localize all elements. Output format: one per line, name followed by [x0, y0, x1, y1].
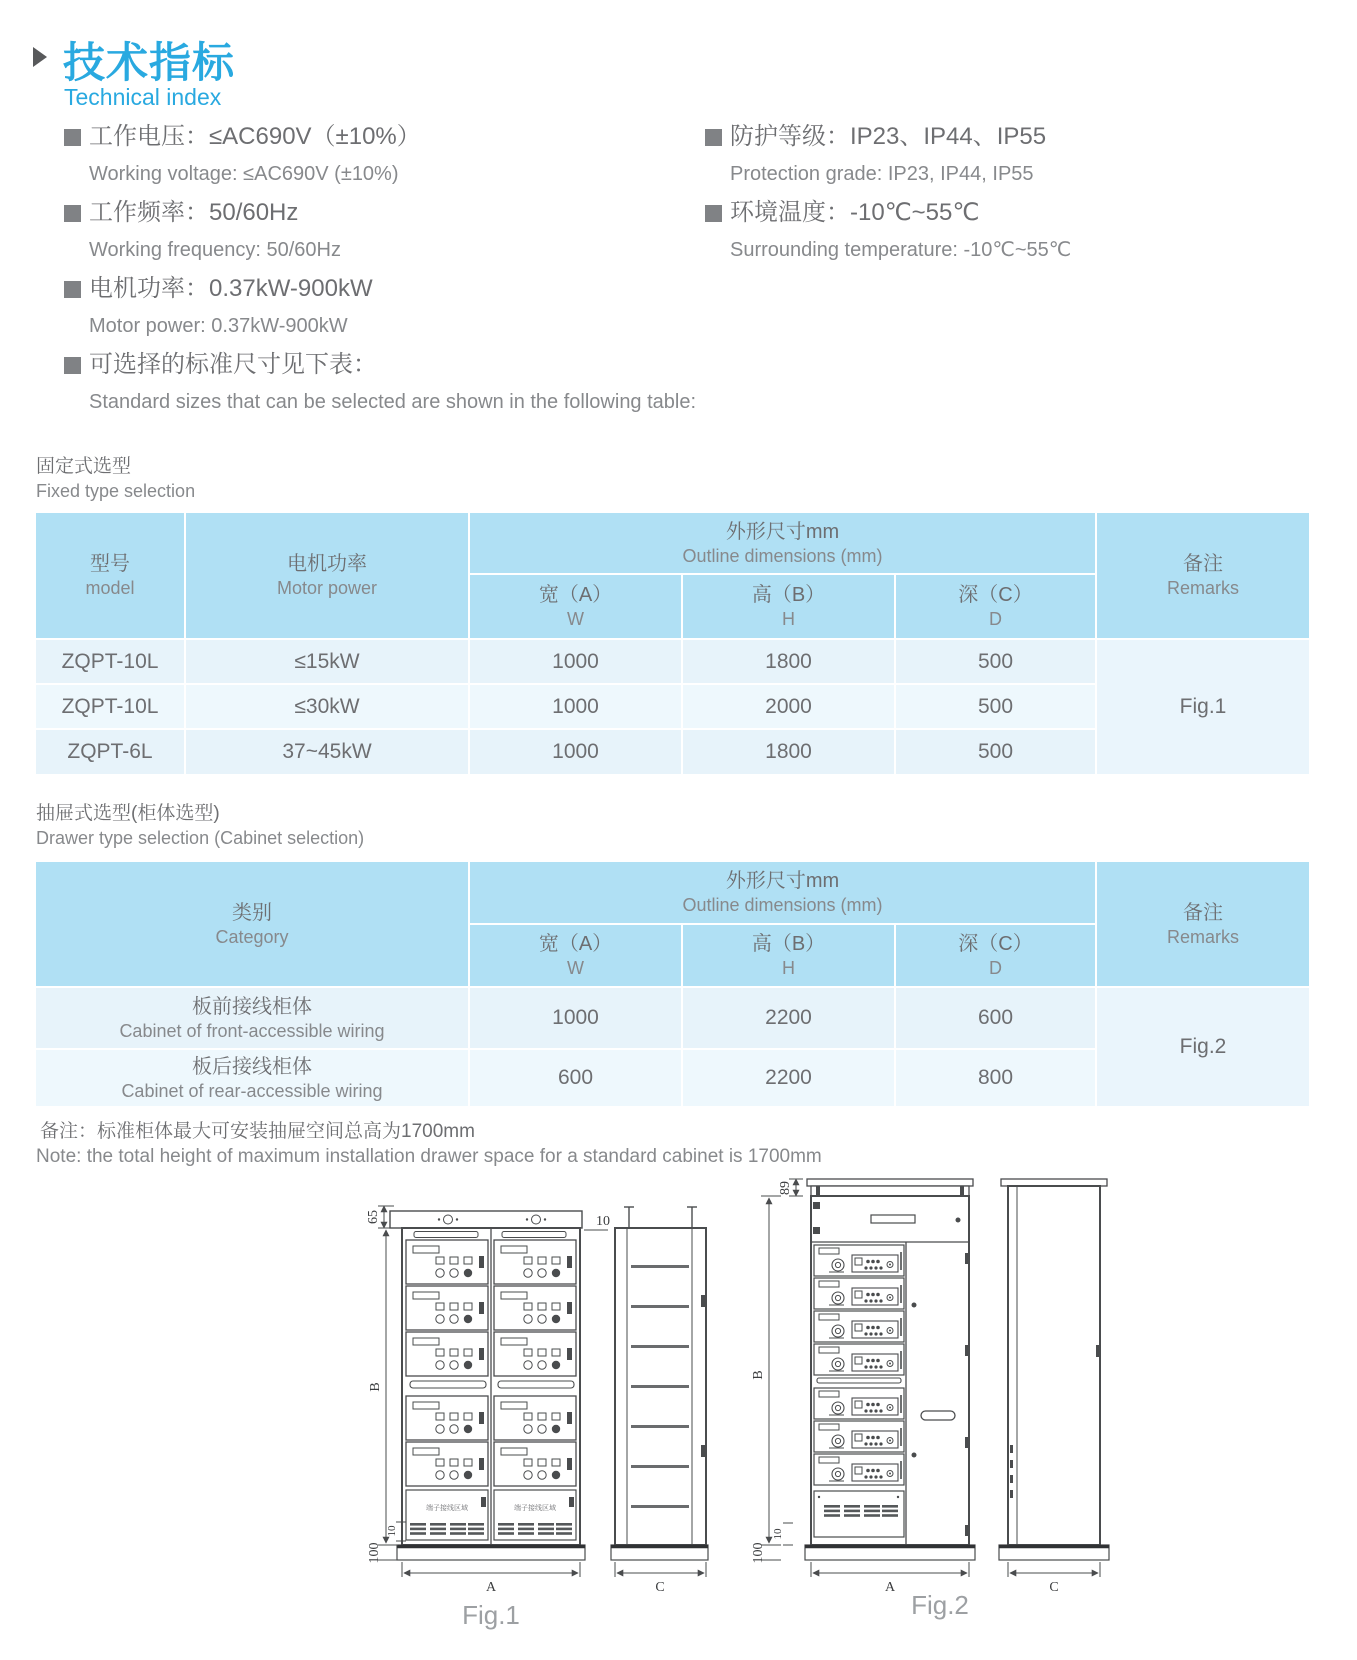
table-row-cell-width: [470, 988, 681, 1048]
header-zh-text: 型号: [90, 553, 130, 575]
table-row-cell-height: [683, 1050, 894, 1106]
t1-header-remarks: [1097, 513, 1309, 638]
fig2-side-view: [999, 1179, 1109, 1560]
spec-en-text: Working frequency: 50/60Hz: [89, 239, 341, 261]
header-zh-text: 宽（A）: [538, 933, 613, 955]
cell-en-text: Cabinet of rear-accessible wiring: [121, 1080, 383, 1101]
fig1-dim-base: 100: [367, 1542, 382, 1564]
spec-item: [64, 200, 704, 262]
cell-text: 500: [977, 694, 1014, 718]
cell-text: ZQPT-10L: [61, 694, 159, 718]
spec-en-text: Working voltage: ≤AC690V (±10%): [89, 163, 399, 185]
cell-text: Fig.1: [1179, 695, 1227, 718]
fig1-terminal-label: 端子接线区域: [426, 1505, 468, 1512]
drawer-section-title-en: Drawer type selection (Cabinet selection): [36, 828, 365, 848]
t1-remark-cell: [1097, 640, 1309, 774]
fig1-front-view: [390, 1211, 585, 1560]
fig1-caption: Fig.1: [462, 1600, 520, 1630]
fixed-section-title-en: Fixed type selection: [36, 481, 196, 501]
fig1-dim-top-right: 10: [596, 1214, 610, 1229]
table-row-cell-depth: [896, 640, 1095, 683]
fig1-side-view: [611, 1207, 708, 1560]
spec-item: [64, 276, 704, 338]
spec-zh-text: 环境温度：-10℃~55℃: [730, 199, 980, 226]
table-row-cell-model: [36, 640, 184, 683]
bullet-square-icon: [705, 129, 722, 146]
table-row-cell-height: [683, 685, 894, 728]
header-en-text: Remarks: [1166, 578, 1239, 598]
t2-remark-cell: [1097, 988, 1309, 1106]
header-en-text: H: [782, 609, 795, 629]
header-zh-text: 备注: [1183, 901, 1223, 924]
header-en-text: Outline dimensions (mm): [682, 545, 883, 566]
spec-en-text: Standard sizes that can be selected are shown in the following table:: [89, 391, 697, 413]
table-row-cell-depth: [896, 1050, 1095, 1106]
spec-en-text: Surrounding temperature: -10℃~55℃: [730, 239, 1072, 261]
bullet-square-icon: [64, 205, 81, 222]
fixed-section-title-zh: 固定式选型: [36, 456, 132, 477]
cell-text: ≤15kW: [294, 649, 360, 673]
header-zh-text: 高（B）: [751, 584, 826, 606]
header-zh-text: 外形尺寸mm: [725, 520, 840, 543]
fig1-dim-height: B: [368, 1382, 383, 1392]
spec-item: [705, 200, 1345, 262]
bullet-square-icon: [64, 357, 81, 374]
spec-zh-text: 防护等级：IP23、IP44、IP55: [730, 123, 1047, 150]
fig1-dim-depth: C: [655, 1580, 665, 1595]
header-en-text: H: [782, 958, 795, 978]
cell-text: 2200: [765, 1066, 812, 1089]
header-zh-text: 深（C）: [958, 933, 1033, 955]
t2-header-height: [683, 925, 894, 986]
cell-text: 600: [557, 1066, 594, 1089]
t2-header-dimensions: [470, 862, 1095, 923]
table-row-cell-category: [36, 1050, 468, 1106]
fig2-dim-depth: C: [1049, 1580, 1059, 1595]
header-en-text: model: [85, 578, 135, 598]
table-row-cell-height: [683, 640, 894, 683]
bullet-square-icon: [64, 281, 81, 298]
spec-zh-text: 工作频率：50/60Hz: [89, 199, 299, 226]
table-row-cell-height: [683, 988, 894, 1048]
t1-header-model: [36, 513, 184, 638]
spec-item: [64, 352, 704, 414]
header-zh-text: 深（C）: [958, 584, 1033, 606]
t2-header-width: [470, 925, 681, 986]
header-en-text: Category: [215, 926, 289, 947]
table-row-cell-model: [36, 685, 184, 728]
table-row-cell-model: [36, 730, 184, 774]
note-en: Note: the total height of maximum installation drawer space for a standard cabinet is 1700mm: [36, 1146, 822, 1167]
t1-header-depth: [896, 575, 1095, 638]
cell-text: ≤30kW: [294, 694, 360, 718]
cell-text: Fig.2: [1179, 1035, 1227, 1058]
cell-text: 1000: [552, 1006, 599, 1029]
cell-text: 2000: [765, 694, 812, 718]
t1-header-dimensions: [470, 513, 1095, 573]
cell-text: ZQPT-6L: [67, 740, 153, 763]
cell-text: 1000: [552, 740, 599, 763]
t2-header-category: [36, 862, 468, 986]
cell-text: 500: [977, 649, 1014, 673]
cell-text: 800: [977, 1066, 1014, 1089]
table-row-cell-depth: [896, 685, 1095, 728]
fig2-caption: Fig.2: [911, 1590, 969, 1620]
spec-en-text: Protection grade: IP23, IP44, IP55: [730, 163, 1034, 185]
fig1-dim-cap: 65: [366, 1210, 381, 1224]
spec-en-text: Motor power: 0.37kW-900kW: [89, 315, 348, 337]
drawer-type-table: [36, 862, 1309, 1106]
cell-en-text: Cabinet of front-accessible wiring: [119, 1020, 385, 1041]
drawer-section-title-zh: 抽屉式选型(柜体选型): [36, 803, 220, 824]
table-row-cell-power: [186, 640, 468, 683]
header-en-text: W: [567, 609, 584, 629]
fig2-front-view: [805, 1179, 975, 1560]
fig2-dim-cap: 89: [778, 1181, 793, 1195]
table-row-cell-power: [186, 685, 468, 728]
header-en-text: Remarks: [1166, 926, 1239, 947]
header-en-text: D: [989, 609, 1002, 629]
fig2-dim-height: B: [751, 1370, 766, 1380]
table-row-cell-category: [36, 988, 468, 1048]
t1-header-power: [186, 513, 468, 638]
spec-zh-text: 可选择的标准尺寸见下表：: [89, 351, 377, 378]
fixed-type-table: [36, 513, 1309, 774]
header-en-text: W: [567, 958, 584, 978]
spec-zh-text: 电机功率：0.37kW-900kW: [89, 275, 373, 302]
cell-text: 1800: [765, 740, 812, 763]
cell-zh-text: 板后接线柜体: [192, 1055, 312, 1078]
fig2-dim-width: A: [884, 1580, 896, 1595]
fig1-terminal-label: 端子接线区域: [514, 1505, 556, 1512]
header-zh-text: 备注: [1183, 553, 1223, 575]
fig2-drawing: [725, 1145, 1125, 1645]
header-zh-text: 高（B）: [751, 933, 826, 955]
cell-text: 37~45kW: [282, 740, 372, 763]
table-row-cell-height: [683, 730, 894, 774]
cell-text: 1000: [552, 694, 599, 718]
spec-list-left: [64, 124, 704, 428]
table-row-cell-depth: [896, 730, 1095, 774]
cell-text: 600: [977, 1006, 1014, 1029]
fig1-dim-width: A: [485, 1580, 497, 1595]
cell-text: 1800: [765, 649, 812, 673]
fig2-dim-vent: 10: [772, 1528, 784, 1540]
table-row-cell-depth: [896, 988, 1095, 1048]
spec-item: [64, 124, 704, 186]
header-en-text: D: [989, 958, 1002, 978]
bullet-square-icon: [64, 129, 81, 146]
header-zh-text: 外形尺寸mm: [725, 870, 840, 892]
table-row-cell-width: [470, 1050, 681, 1106]
page-title: 技术指标: [63, 39, 236, 86]
note-zh: 备注：标准柜体最大可安装抽屉空间总高为1700mm: [40, 1121, 475, 1142]
cell-zh-text: 板前接线柜体: [192, 995, 312, 1018]
cell-text: 2200: [765, 1006, 812, 1029]
t1-header-height: [683, 575, 894, 638]
table-row-cell-width: [470, 640, 681, 683]
fig1-dim-vent: 10: [386, 1525, 398, 1537]
header-en-text: Outline dimensions (mm): [682, 895, 883, 915]
t2-header-remarks: [1097, 862, 1309, 986]
fig2-dim-base: 100: [751, 1542, 766, 1564]
spec-item: [705, 124, 1345, 186]
cell-text: 1000: [552, 649, 599, 673]
section-arrow-icon: [33, 47, 47, 67]
fig1-drawing: [340, 1145, 730, 1645]
spec-zh-text: 工作电压：≤AC690V（±10%）: [89, 123, 421, 150]
t2-header-depth: [896, 925, 1095, 986]
header-zh-text: 电机功率: [287, 553, 367, 575]
cell-text: ZQPT-10L: [61, 649, 159, 673]
cell-text: 500: [977, 740, 1014, 763]
table-row-cell-power: [186, 730, 468, 774]
t1-header-width: [470, 575, 681, 638]
header-en-text: Motor power: [276, 578, 378, 598]
page-subtitle: Technical index: [64, 84, 222, 110]
table-row-cell-width: [470, 685, 681, 728]
header-zh-text: 宽（A）: [538, 584, 613, 606]
spec-list-right: [705, 124, 1345, 276]
bullet-square-icon: [705, 205, 722, 222]
table-row-cell-width: [470, 730, 681, 774]
header-zh-text: 类别: [232, 901, 272, 924]
